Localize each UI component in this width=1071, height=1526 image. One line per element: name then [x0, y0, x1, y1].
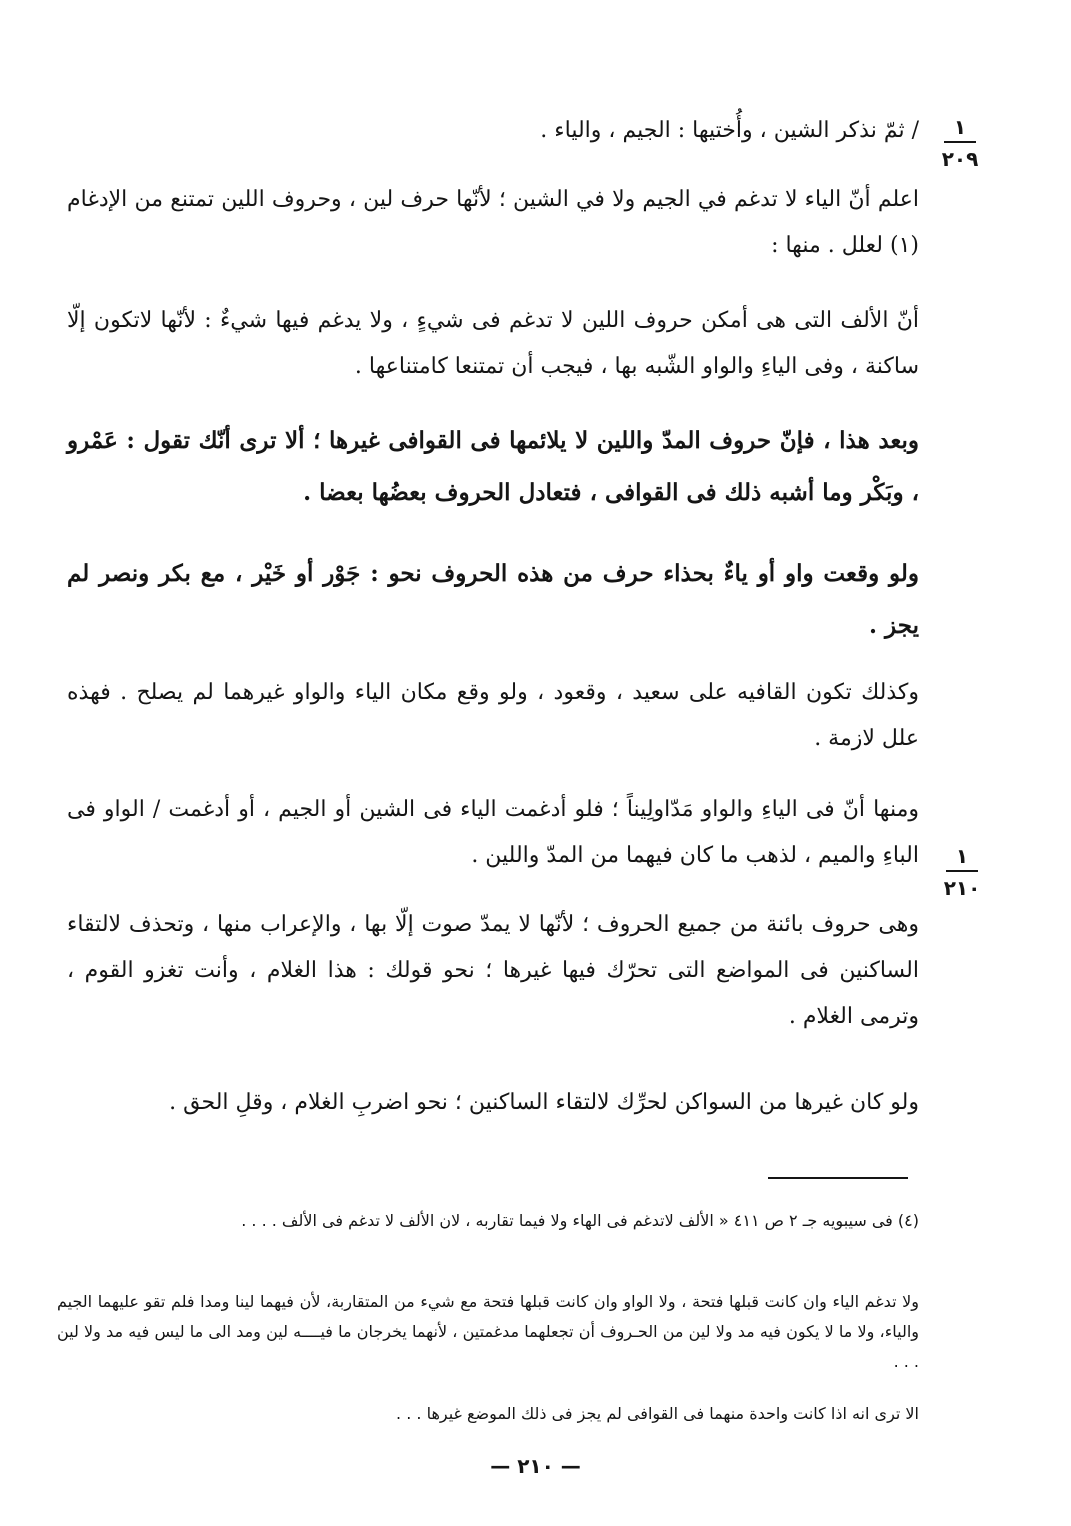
- footnote-separator: [768, 1177, 908, 1179]
- footnote-3: الا ترى انه اذا كانت واحدة منهما فى القوافى لم يجز فى ذلك الموضع غيرها . . .: [396, 1404, 919, 1423]
- margin-ref-volume: ١: [953, 115, 967, 139]
- footnote-2: ولا تدغم الياء وان كانت قبلها فتحة ، ولا الواو وان كانت قبلها فتحة مع شيء من المتقاربة، لأن فيهما لينا ومدا فلم تقو عليهما الجيم والياء، ولا ما لا يكون فيه مد ولا لين من الحـروف أن تجعلهما مدغمتين ، لأنهما يخرجان ما فيــــه لين ومد الى ما ليس فيه مد ولا لين . . .: [57, 1292, 919, 1371]
- page-number: — ٢١٠ —: [490, 1454, 581, 1478]
- paragraph-intro: / ثمّ نذكر الشين ، وأُختيها : الجيم ، والياء .: [540, 118, 919, 143]
- margin-ref-volume: ١: [955, 844, 969, 868]
- paragraph-3: وبعد هذا ، فإنّ حروف المدّ واللين لا يلائمها فى القوافى غيرها ؛ ألا ترى أنّك تقول : عَمْرو ، وبَكْر وما أشبه ذلك فى القوافى ، فتعادل الحروف بعضُها بعضا .: [67, 427, 919, 506]
- margin-page-reference-210: [932, 846, 992, 898]
- paragraph-7: وهى حروف بائنة من جميع الحروف ؛ لأنّها لا يمدّ صوت إلّا بها ، والإعراب منها ، وتحذف لالتقاء الساكنين فى المواضع التى تحرّك فيها غيرها ؛ نحو قولك : هذا الغلام ، وأنت تغزو القوم ، وترمى الغلام .: [67, 912, 919, 1029]
- paragraph-5: وكذلك تكون القافيه على سعيد ، وقعود ، ولو وقع مكان الياء والواو غيرهما لم يصلح . فهذه علل لازمة .: [67, 680, 919, 751]
- paragraph-6: ومنها أنّ فى الياءِ والواو مَدّاولِيناً ؛ فلو أدغمت الياء فى الشين أو الجيم ، أو أدغمت / الواو فى الباءِ والميم ، لذهب ما كان فيهما من المدّ واللين .: [67, 797, 919, 868]
- margin-page-reference-209: [930, 117, 990, 169]
- paragraph-1: اعلم أنّ الياء لا تدغم في الجيم ولا في الشين ؛ لأنّها حرف لين ، وحروف اللين تمتنع من الإدغام (١) لعلل . منها :: [67, 187, 919, 258]
- paragraph-2: أنّ الألف التى هى أمكن حروف اللين لا تدغم فى شيءٍ ، ولا يدغم فيها شيءٌ : لأنّها لاتكون إلّا ساكنة ، وفى الياءِ والواو الشّبه بها ، فيجب أن تمتنعا كامتناعها .: [67, 308, 919, 379]
- margin-ref-page: ٢٠٩: [941, 147, 979, 171]
- footnote-1: (٤) فى سيبويه جـ ٢ ص ٤١١ « الألف لاتدغم فى الهاء ولا فيما تقاربه ، لان الألف لا تدغم فى الألف . . . .: [241, 1211, 919, 1230]
- paragraph-4: ولو وقعت واو أو ياءٌ بحذاء حرف من هذه الحروف نحو : جَوْر أو خَيْر ، مع بكر ونصر لم يجز .: [67, 560, 919, 639]
- paragraph-8: ولو كان غيرها من السواكن لحرِّك لالتقاء الساكنين ؛ نحو اضربِ الغلام ، وقلِ الحق .: [169, 1090, 919, 1115]
- margin-ref-page: ٢١٠: [943, 876, 981, 900]
